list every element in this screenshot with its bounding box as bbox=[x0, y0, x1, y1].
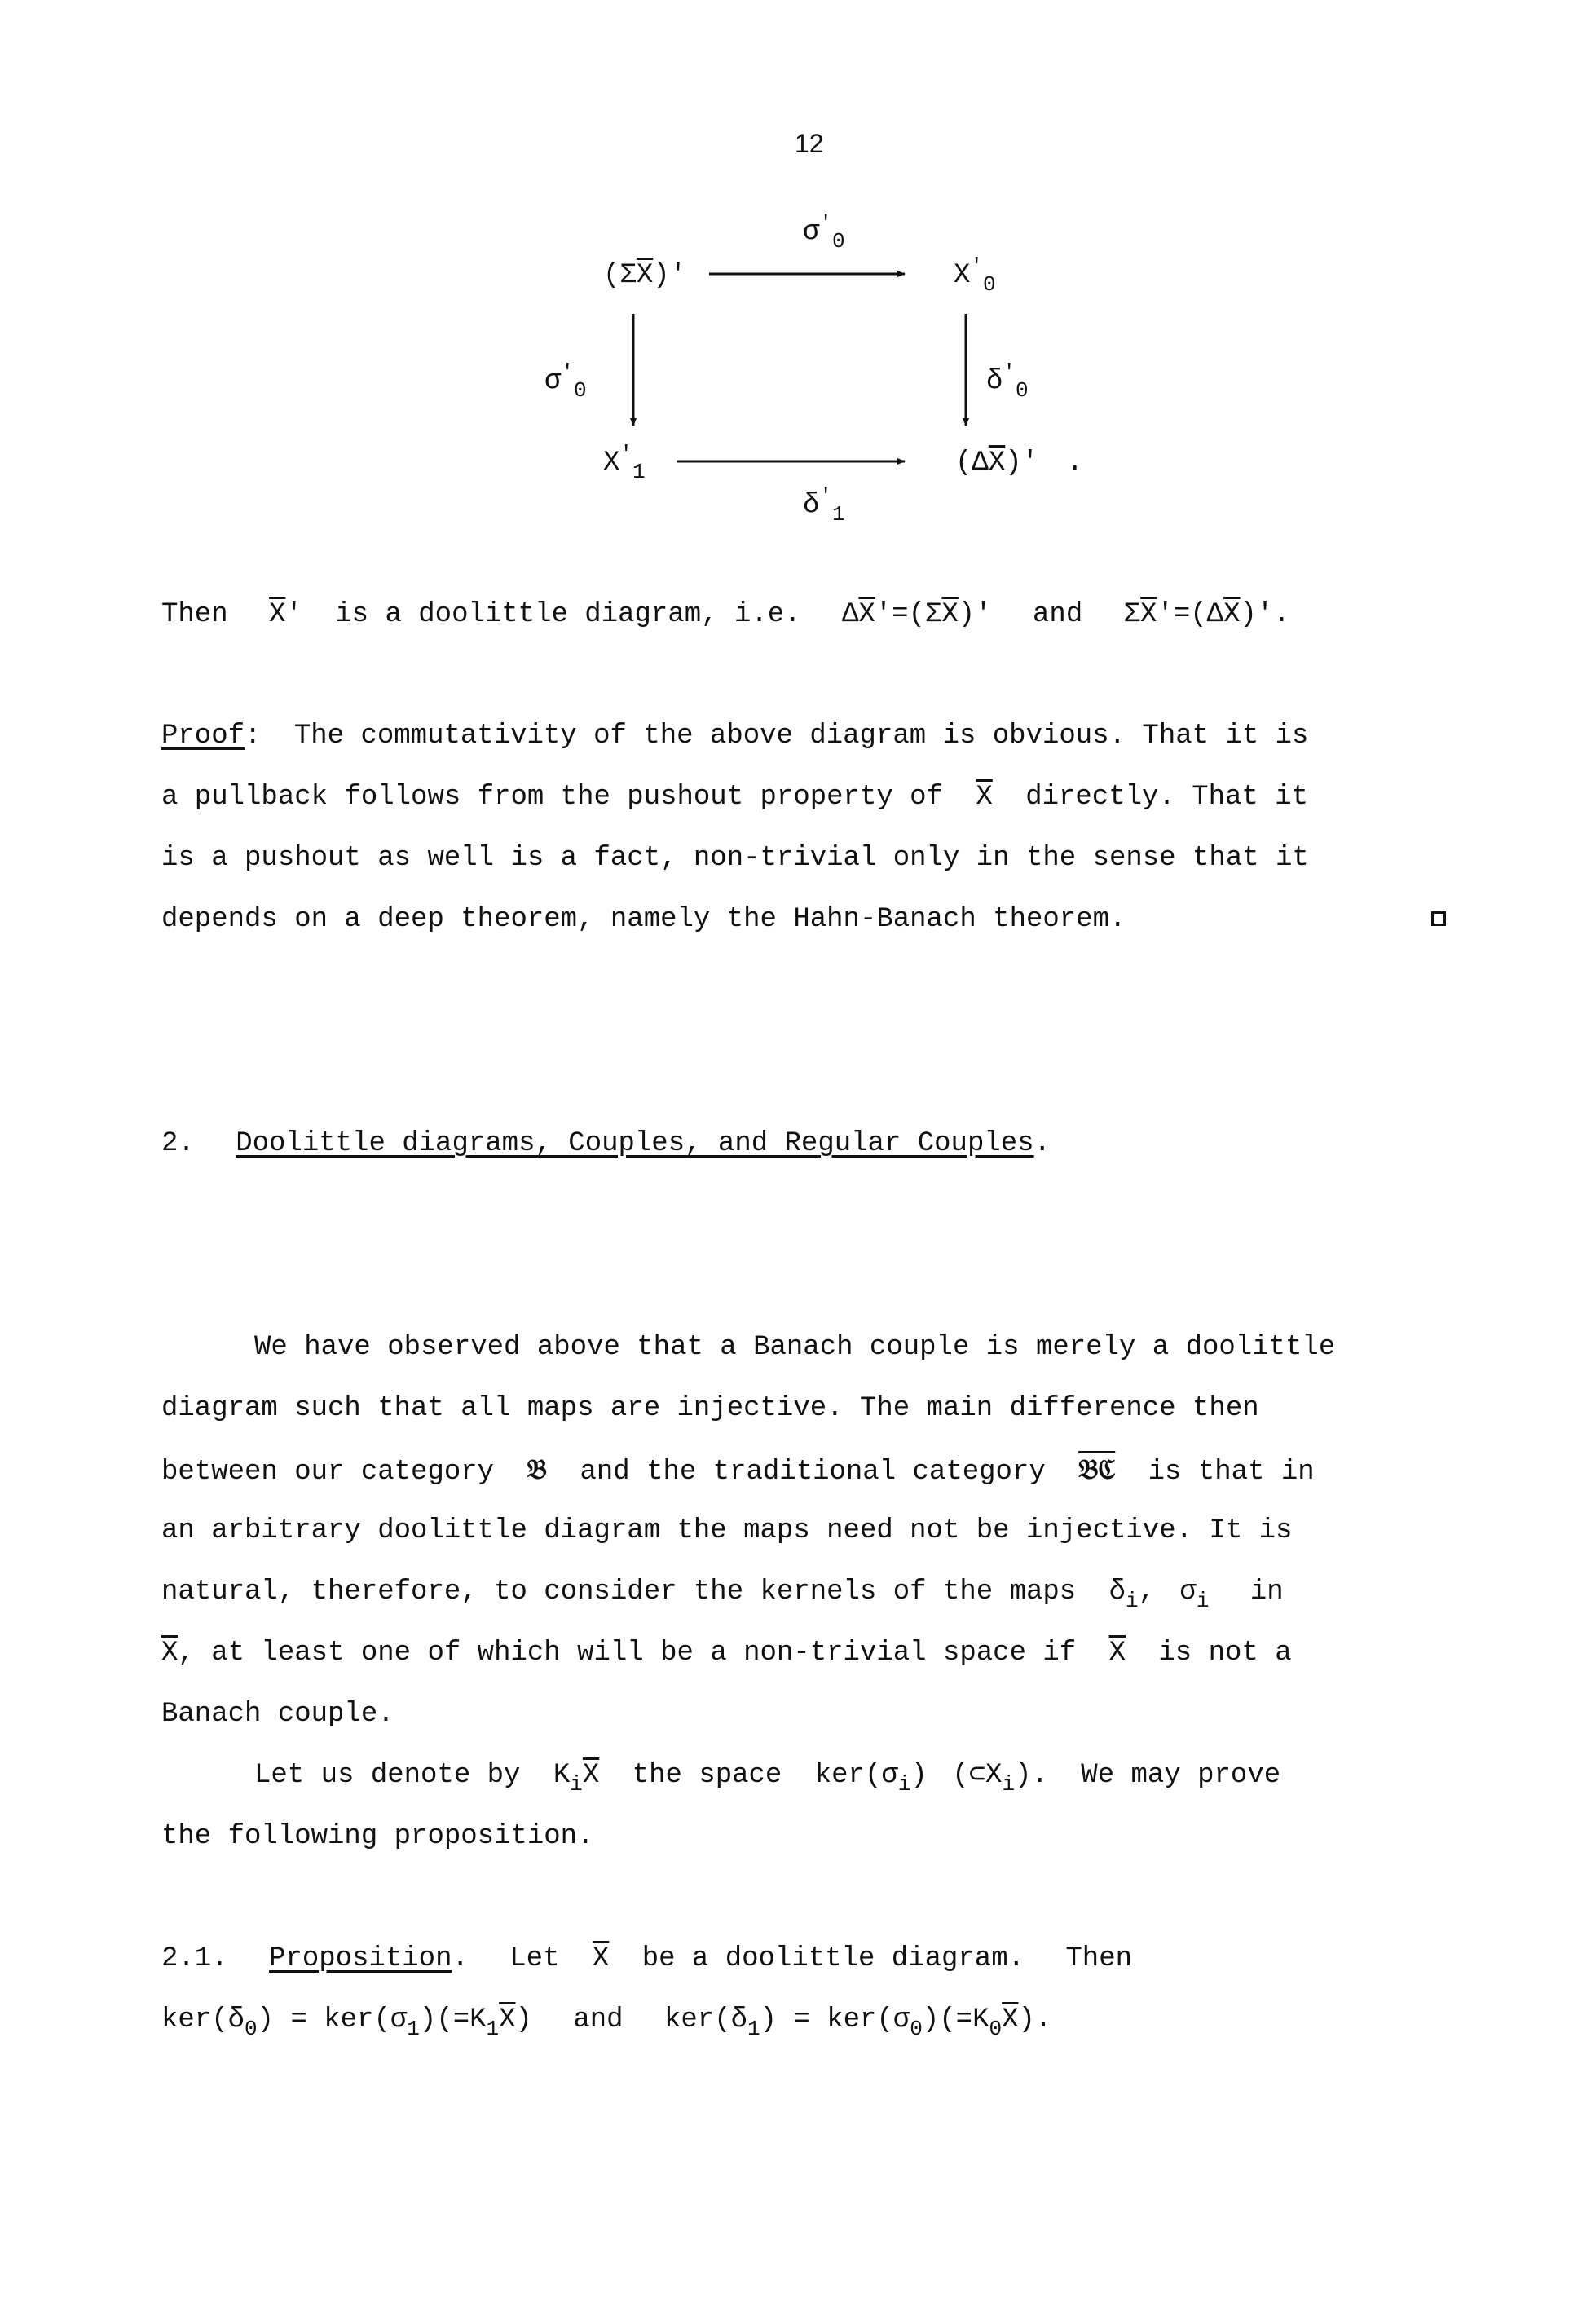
p1-line-4: an arbitrary doolittle diagram the maps need not be injective. It is bbox=[161, 1515, 1293, 1546]
p1-line-7: Banach couple. bbox=[161, 1699, 394, 1730]
proof-line-4: depends on a deep theorem, namely the Hahn-Banach theorem. bbox=[161, 904, 1126, 935]
proof-label: Proof bbox=[161, 721, 245, 752]
qed-square-icon bbox=[1431, 911, 1446, 926]
page-number: 12 bbox=[795, 129, 824, 158]
proof-line-1: Proof: The commutativity of the above diagram is obvious. That it is bbox=[161, 721, 1309, 752]
node-bottom-right: $(\Delta\overline{X})'$ . bbox=[955, 448, 1083, 478]
then-statement: Then $\overline{X}'$ is a doolittle diagram, i.e. $\Delta\overline{X}'=(\Sigma\overline{X})'$ and $\Sigma\overline{X}'=(\Delta\overline{X})'$. bbox=[161, 599, 1290, 630]
p2-line-2: the following proposition. bbox=[161, 1821, 594, 1852]
proposition-line-2: $ker(\delta_0) = ker(\sigma_1)(=K_1\overline{X})$ and $ker(\delta_1) = ker(\sigma_0)(=K_0\overline{X})$. bbox=[161, 2004, 1052, 2041]
section-title: Doolittle diagrams, Couples, and Regular Couples bbox=[236, 1128, 1034, 1159]
section-heading: 2. Doolittle diagrams, Couples, and Regular Couples. bbox=[161, 1128, 1051, 1159]
label-top: $\sigma'_0$ bbox=[803, 211, 845, 254]
proof-line-2: a pullback follows from the pushout property of $\overline{X}$ directly. That it bbox=[161, 782, 1309, 813]
label-bottom: $\delta'_1$ bbox=[803, 484, 845, 527]
proof-line-3: is a pushout as well is a fact, non-trivial only in the sense that it bbox=[161, 843, 1309, 874]
p1-line-2: diagram such that all maps are injective. The main difference then bbox=[161, 1393, 1259, 1424]
proposition-line-1: 2.1. Proposition. Let $\overline{X}$ be a doolittle diagram. Then bbox=[161, 1943, 1133, 1974]
p1-line-5: natural, therefore, to consider the kernels of the maps $\delta_i$, $\sigma_i$ in bbox=[161, 1577, 1284, 1613]
p1-line-1: We have observed above that a Banach couple is merely a doolittle bbox=[254, 1332, 1336, 1363]
p1-line-6: $\overline{X}$, at least one of which will be a non-trivial space if $\overline{X}$ is not a bbox=[161, 1638, 1292, 1669]
proposition-label: Proposition bbox=[269, 1943, 452, 1974]
label-left: $\sigma'_0$ bbox=[544, 360, 587, 403]
node-top-left: $(\Sigma\overline{X})'$ bbox=[603, 260, 687, 291]
diagram-arrows bbox=[0, 0, 1591, 571]
p1-line-3: between our category 𝔅 and the traditional category 𝔅ℭ is that in bbox=[161, 1453, 1315, 1488]
node-top-right: $X'_0$ bbox=[954, 254, 996, 297]
node-bottom-left: $X'_1$ bbox=[603, 442, 646, 484]
label-right: $\delta'_0$ bbox=[986, 360, 1029, 403]
p2-line-1: Let us denote by $K_i\overline{X}$ the space $ker(\sigma_i)$ $(\subset X_i)$. We may prove bbox=[254, 1760, 1281, 1797]
